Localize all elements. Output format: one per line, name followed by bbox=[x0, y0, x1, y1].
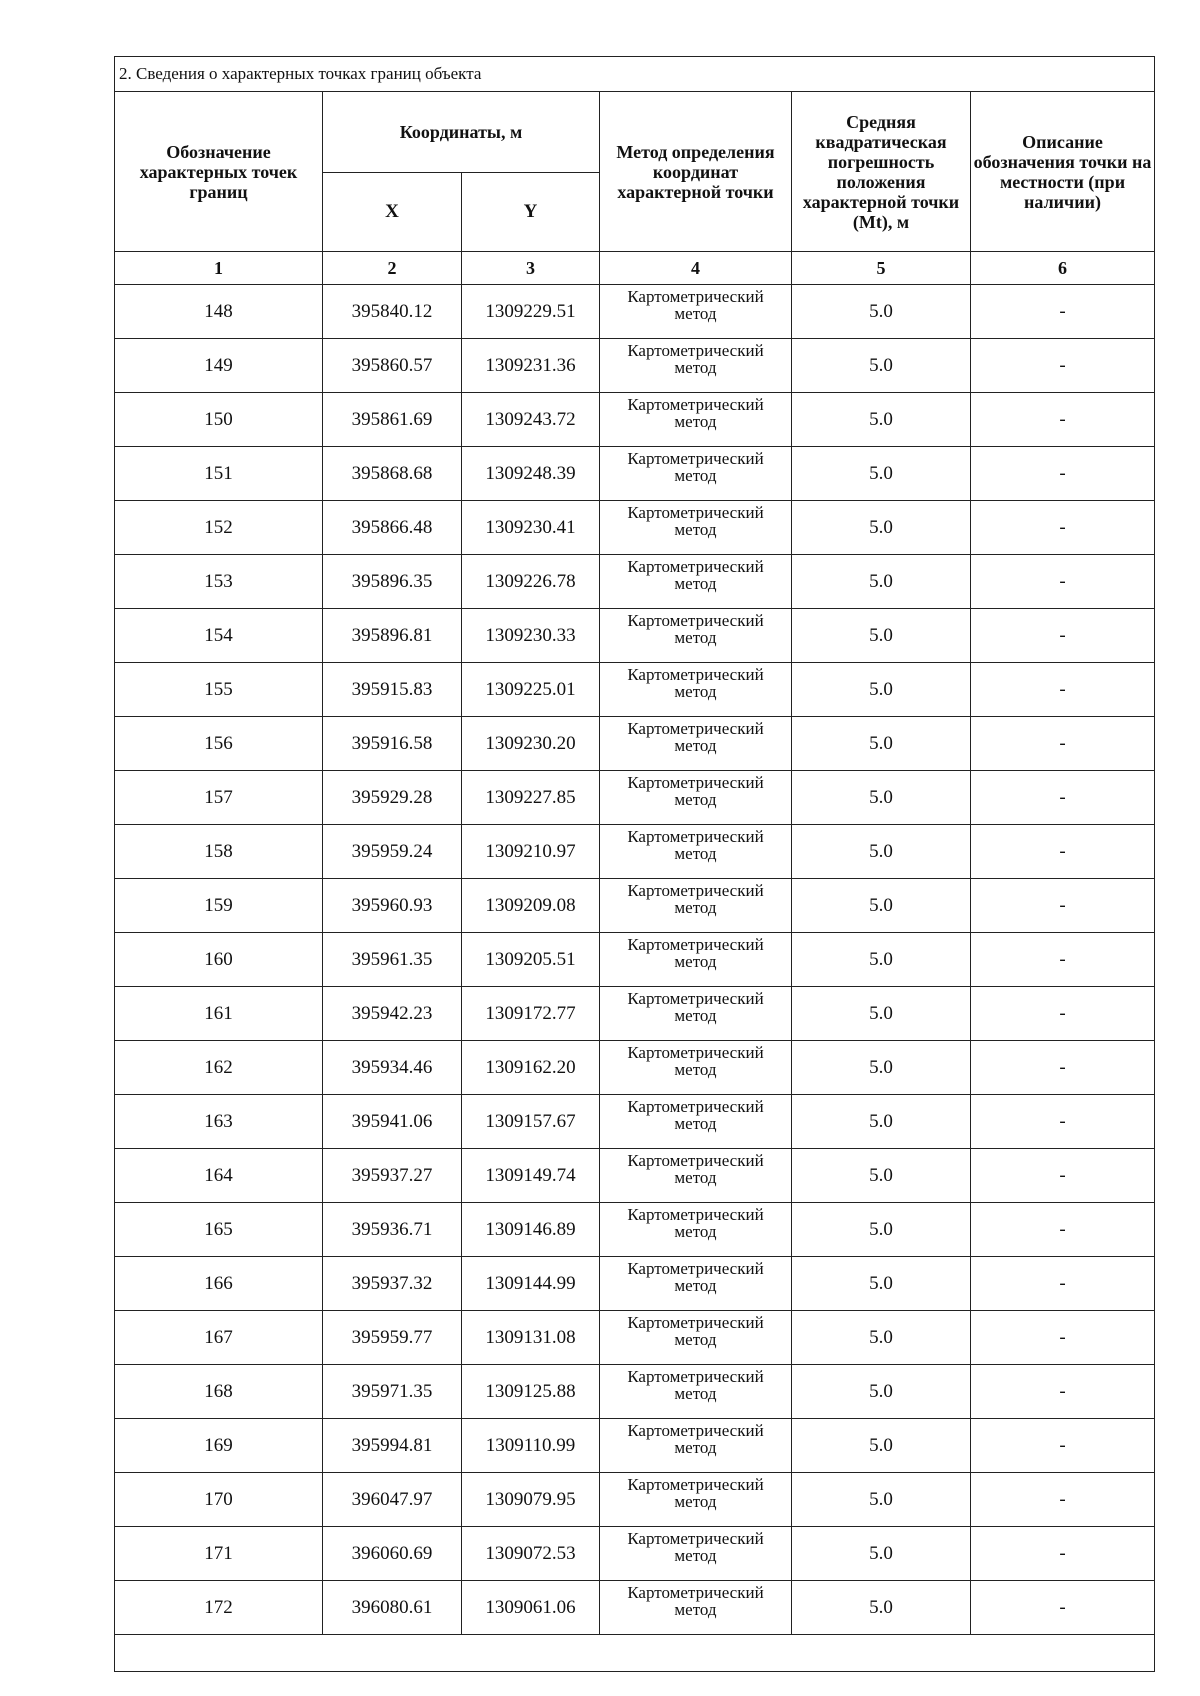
method-cell bbox=[600, 1311, 792, 1365]
method-line-1: Картометрический bbox=[627, 395, 764, 414]
mt-cell: 5.0 bbox=[792, 1473, 971, 1527]
point-id-cell: 148 bbox=[115, 285, 323, 339]
table-row bbox=[115, 1095, 1155, 1149]
column-numbers-row bbox=[115, 252, 1155, 285]
description-cell: - bbox=[971, 717, 1155, 771]
description-cell: - bbox=[971, 339, 1155, 393]
mt-cell: 5.0 bbox=[792, 609, 971, 663]
method-line-2: метод bbox=[674, 1438, 717, 1457]
y-coordinate-cell: 1309226.78 bbox=[462, 555, 600, 609]
y-coordinate-cell: 1309210.97 bbox=[462, 825, 600, 879]
method-cell bbox=[600, 717, 792, 771]
method-cell bbox=[600, 771, 792, 825]
method-cell bbox=[600, 987, 792, 1041]
method-line-1: Картометрический bbox=[627, 1475, 764, 1494]
mt-cell: 5.0 bbox=[792, 771, 971, 825]
mt-cell: 5.0 bbox=[792, 825, 971, 879]
method-line-2: метод bbox=[674, 466, 717, 485]
x-coordinate-cell: 395866.48 bbox=[323, 501, 462, 555]
point-id-cell: 165 bbox=[115, 1203, 323, 1257]
method-line-2: метод bbox=[674, 1060, 717, 1079]
description-cell: - bbox=[971, 1149, 1155, 1203]
description-cell: - bbox=[971, 1527, 1155, 1581]
method-line-1: Картометрический bbox=[627, 989, 764, 1008]
point-id-cell: 157 bbox=[115, 771, 323, 825]
y-coordinate-cell: 1309230.33 bbox=[462, 609, 600, 663]
point-id-cell: 149 bbox=[115, 339, 323, 393]
table-row bbox=[115, 717, 1155, 771]
description-cell: - bbox=[971, 1041, 1155, 1095]
method-line-1: Картометрический bbox=[627, 1529, 764, 1548]
x-coordinate-cell: 395868.68 bbox=[323, 447, 462, 501]
x-coordinate-cell: 396047.97 bbox=[323, 1473, 462, 1527]
table-row bbox=[115, 987, 1155, 1041]
description-cell: - bbox=[971, 393, 1155, 447]
description-cell: - bbox=[971, 285, 1155, 339]
x-coordinate-cell: 395937.32 bbox=[323, 1257, 462, 1311]
method-line-1: Картометрический bbox=[627, 1421, 764, 1440]
method-cell bbox=[600, 1419, 792, 1473]
boundary-points-document bbox=[114, 56, 1154, 1672]
point-id-cell: 150 bbox=[115, 393, 323, 447]
point-id-cell: 155 bbox=[115, 663, 323, 717]
table-footer-row bbox=[115, 1635, 1155, 1672]
method-line-2: метод bbox=[674, 1492, 717, 1511]
point-id-cell: 158 bbox=[115, 825, 323, 879]
table-row bbox=[115, 447, 1155, 501]
y-coordinate-cell: 1309157.67 bbox=[462, 1095, 600, 1149]
table-row bbox=[115, 825, 1155, 879]
description-cell: - bbox=[971, 1419, 1155, 1473]
table-row bbox=[115, 1203, 1155, 1257]
mt-cell: 5.0 bbox=[792, 285, 971, 339]
x-coordinate-cell: 396060.69 bbox=[323, 1527, 462, 1581]
table-row bbox=[115, 771, 1155, 825]
mt-cell: 5.0 bbox=[792, 933, 971, 987]
x-coordinate-cell: 395936.71 bbox=[323, 1203, 462, 1257]
method-line-1: Картометрический bbox=[627, 1151, 764, 1170]
y-coordinate-cell: 1309205.51 bbox=[462, 933, 600, 987]
table-row bbox=[115, 879, 1155, 933]
header-method: Метод определения координат характерной точки bbox=[600, 92, 792, 252]
x-coordinate-cell: 395929.28 bbox=[323, 771, 462, 825]
x-coordinate-cell: 395994.81 bbox=[323, 1419, 462, 1473]
table-body bbox=[115, 285, 1155, 1635]
method-line-2: метод bbox=[674, 952, 717, 971]
mt-cell: 5.0 bbox=[792, 1419, 971, 1473]
method-line-2: метод bbox=[674, 898, 717, 917]
table-row bbox=[115, 1419, 1155, 1473]
mt-cell: 5.0 bbox=[792, 1095, 971, 1149]
description-cell: - bbox=[971, 501, 1155, 555]
table-row bbox=[115, 933, 1155, 987]
mt-cell: 5.0 bbox=[792, 663, 971, 717]
method-line-2: метод bbox=[674, 790, 717, 809]
method-cell bbox=[600, 447, 792, 501]
method-line-2: метод bbox=[674, 1546, 717, 1565]
method-line-2: метод bbox=[674, 1384, 717, 1403]
y-coordinate-cell: 1309248.39 bbox=[462, 447, 600, 501]
y-coordinate-cell: 1309110.99 bbox=[462, 1419, 600, 1473]
mt-cell: 5.0 bbox=[792, 717, 971, 771]
y-coordinate-cell: 1309146.89 bbox=[462, 1203, 600, 1257]
method-line-1: Картометрический bbox=[627, 1205, 764, 1224]
method-cell bbox=[600, 1581, 792, 1635]
column-number: 4 bbox=[600, 252, 792, 285]
method-line-2: метод bbox=[674, 736, 717, 755]
description-cell: - bbox=[971, 825, 1155, 879]
method-cell bbox=[600, 1041, 792, 1095]
method-line-2: метод bbox=[674, 574, 717, 593]
method-line-2: метод bbox=[674, 1600, 717, 1619]
x-coordinate-cell: 395896.35 bbox=[323, 555, 462, 609]
y-coordinate-cell: 1309162.20 bbox=[462, 1041, 600, 1095]
empty-footer-cell bbox=[115, 1635, 1155, 1672]
y-coordinate-cell: 1309079.95 bbox=[462, 1473, 600, 1527]
method-line-2: метод bbox=[674, 1114, 717, 1133]
point-id-cell: 159 bbox=[115, 879, 323, 933]
table-row bbox=[115, 555, 1155, 609]
method-line-2: метод bbox=[674, 304, 717, 323]
y-coordinate-cell: 1309144.99 bbox=[462, 1257, 600, 1311]
method-cell bbox=[600, 1203, 792, 1257]
mt-cell: 5.0 bbox=[792, 447, 971, 501]
method-line-1: Картометрический bbox=[627, 503, 764, 522]
point-id-cell: 167 bbox=[115, 1311, 323, 1365]
point-id-cell: 154 bbox=[115, 609, 323, 663]
y-coordinate-cell: 1309209.08 bbox=[462, 879, 600, 933]
y-coordinate-cell: 1309131.08 bbox=[462, 1311, 600, 1365]
column-number: 1 bbox=[115, 252, 323, 285]
method-line-1: Картометрический bbox=[627, 881, 764, 900]
point-id-cell: 162 bbox=[115, 1041, 323, 1095]
description-cell: - bbox=[971, 1581, 1155, 1635]
method-cell bbox=[600, 1527, 792, 1581]
x-coordinate-cell: 395960.93 bbox=[323, 879, 462, 933]
point-id-cell: 169 bbox=[115, 1419, 323, 1473]
point-id-cell: 160 bbox=[115, 933, 323, 987]
mt-cell: 5.0 bbox=[792, 987, 971, 1041]
method-line-1: Картометрический bbox=[627, 557, 764, 576]
header-y: Y bbox=[462, 173, 600, 252]
method-cell bbox=[600, 339, 792, 393]
column-number: 2 bbox=[323, 252, 462, 285]
method-line-1: Картометрический bbox=[627, 773, 764, 792]
description-cell: - bbox=[971, 1257, 1155, 1311]
method-line-1: Картометрический bbox=[627, 665, 764, 684]
method-cell bbox=[600, 1473, 792, 1527]
table-row bbox=[115, 1527, 1155, 1581]
x-coordinate-cell: 395961.35 bbox=[323, 933, 462, 987]
y-coordinate-cell: 1309230.41 bbox=[462, 501, 600, 555]
method-line-1: Картометрический bbox=[627, 1043, 764, 1062]
method-line-2: метод bbox=[674, 1276, 717, 1295]
method-cell bbox=[600, 825, 792, 879]
x-coordinate-cell: 395840.12 bbox=[323, 285, 462, 339]
mt-cell: 5.0 bbox=[792, 1527, 971, 1581]
method-line-1: Картометрический bbox=[627, 1097, 764, 1116]
method-line-1: Картометрический bbox=[627, 287, 764, 306]
method-cell bbox=[600, 501, 792, 555]
x-coordinate-cell: 395941.06 bbox=[323, 1095, 462, 1149]
column-number: 5 bbox=[792, 252, 971, 285]
point-id-cell: 170 bbox=[115, 1473, 323, 1527]
mt-cell: 5.0 bbox=[792, 1311, 971, 1365]
y-coordinate-cell: 1309229.51 bbox=[462, 285, 600, 339]
description-cell: - bbox=[971, 987, 1155, 1041]
mt-cell: 5.0 bbox=[792, 1581, 971, 1635]
point-id-cell: 153 bbox=[115, 555, 323, 609]
description-cell: - bbox=[971, 1311, 1155, 1365]
mt-cell: 5.0 bbox=[792, 555, 971, 609]
x-coordinate-cell: 395860.57 bbox=[323, 339, 462, 393]
column-number: 6 bbox=[971, 252, 1155, 285]
method-line-1: Картометрический bbox=[627, 1583, 764, 1602]
boundary-points-table bbox=[114, 56, 1155, 1672]
header-x: X bbox=[323, 173, 462, 252]
method-cell bbox=[600, 609, 792, 663]
header-coordinates: Координаты, м bbox=[323, 92, 600, 173]
mt-cell: 5.0 bbox=[792, 1365, 971, 1419]
method-cell bbox=[600, 933, 792, 987]
y-coordinate-cell: 1309227.85 bbox=[462, 771, 600, 825]
mt-cell: 5.0 bbox=[792, 339, 971, 393]
x-coordinate-cell: 396080.61 bbox=[323, 1581, 462, 1635]
table-row bbox=[115, 1257, 1155, 1311]
point-id-cell: 156 bbox=[115, 717, 323, 771]
table-row bbox=[115, 1041, 1155, 1095]
mt-cell: 5.0 bbox=[792, 1149, 971, 1203]
y-coordinate-cell: 1309243.72 bbox=[462, 393, 600, 447]
description-cell: - bbox=[971, 555, 1155, 609]
method-line-2: метод bbox=[674, 1222, 717, 1241]
x-coordinate-cell: 395959.77 bbox=[323, 1311, 462, 1365]
point-id-cell: 172 bbox=[115, 1581, 323, 1635]
method-line-2: метод bbox=[674, 844, 717, 863]
mt-cell: 5.0 bbox=[792, 501, 971, 555]
table-row bbox=[115, 285, 1155, 339]
mt-cell: 5.0 bbox=[792, 1257, 971, 1311]
method-line-1: Картометрический bbox=[627, 1259, 764, 1278]
method-line-2: метод bbox=[674, 358, 717, 377]
mt-cell: 5.0 bbox=[792, 1203, 971, 1257]
method-line-2: метод bbox=[674, 1168, 717, 1187]
description-cell: - bbox=[971, 1473, 1155, 1527]
point-id-cell: 166 bbox=[115, 1257, 323, 1311]
method-cell bbox=[600, 555, 792, 609]
method-cell bbox=[600, 1149, 792, 1203]
method-line-1: Картометрический bbox=[627, 827, 764, 846]
description-cell: - bbox=[971, 879, 1155, 933]
section-title: 2. Сведения о характерных точках границ объекта bbox=[115, 57, 1155, 92]
table-row bbox=[115, 1473, 1155, 1527]
method-cell bbox=[600, 285, 792, 339]
table-row bbox=[115, 1149, 1155, 1203]
method-cell bbox=[600, 879, 792, 933]
description-cell: - bbox=[971, 1365, 1155, 1419]
method-line-1: Картометрический bbox=[627, 341, 764, 360]
description-cell: - bbox=[971, 447, 1155, 501]
x-coordinate-cell: 395861.69 bbox=[323, 393, 462, 447]
mt-cell: 5.0 bbox=[792, 879, 971, 933]
x-coordinate-cell: 395916.58 bbox=[323, 717, 462, 771]
table-row bbox=[115, 663, 1155, 717]
x-coordinate-cell: 395971.35 bbox=[323, 1365, 462, 1419]
method-cell bbox=[600, 1095, 792, 1149]
table-row bbox=[115, 1311, 1155, 1365]
table-row bbox=[115, 393, 1155, 447]
method-cell bbox=[600, 393, 792, 447]
description-cell: - bbox=[971, 609, 1155, 663]
y-coordinate-cell: 1309061.06 bbox=[462, 1581, 600, 1635]
y-coordinate-cell: 1309072.53 bbox=[462, 1527, 600, 1581]
y-coordinate-cell: 1309149.74 bbox=[462, 1149, 600, 1203]
point-id-cell: 168 bbox=[115, 1365, 323, 1419]
y-coordinate-cell: 1309125.88 bbox=[462, 1365, 600, 1419]
x-coordinate-cell: 395934.46 bbox=[323, 1041, 462, 1095]
x-coordinate-cell: 395959.24 bbox=[323, 825, 462, 879]
description-cell: - bbox=[971, 771, 1155, 825]
method-line-1: Картометрический bbox=[627, 449, 764, 468]
method-cell bbox=[600, 1257, 792, 1311]
x-coordinate-cell: 395937.27 bbox=[323, 1149, 462, 1203]
method-line-1: Картометрический bbox=[627, 611, 764, 630]
method-line-2: метод bbox=[674, 682, 717, 701]
method-line-2: метод bbox=[674, 1330, 717, 1349]
description-cell: - bbox=[971, 663, 1155, 717]
y-coordinate-cell: 1309172.77 bbox=[462, 987, 600, 1041]
table-row bbox=[115, 501, 1155, 555]
point-id-cell: 164 bbox=[115, 1149, 323, 1203]
point-id-cell: 151 bbox=[115, 447, 323, 501]
method-line-1: Картометрический bbox=[627, 719, 764, 738]
method-cell bbox=[600, 663, 792, 717]
header-point-description: Описание обозначения точки на местности (при наличии) bbox=[971, 92, 1155, 252]
point-id-cell: 171 bbox=[115, 1527, 323, 1581]
method-line-2: метод bbox=[674, 628, 717, 647]
y-coordinate-cell: 1309231.36 bbox=[462, 339, 600, 393]
method-line-2: метод bbox=[674, 1006, 717, 1025]
method-line-1: Картометрический bbox=[627, 935, 764, 954]
table-row bbox=[115, 609, 1155, 663]
point-id-cell: 163 bbox=[115, 1095, 323, 1149]
method-line-1: Картометрический bbox=[627, 1313, 764, 1332]
point-id-cell: 152 bbox=[115, 501, 323, 555]
table-row bbox=[115, 1365, 1155, 1419]
description-cell: - bbox=[971, 1095, 1155, 1149]
header-point-designation: Обозначение характерных точек границ bbox=[115, 92, 323, 252]
mt-cell: 5.0 bbox=[792, 1041, 971, 1095]
header-mean-square-error: Средняя квадратическая погрешность положения характерной точки (Mt), м bbox=[792, 92, 971, 252]
mt-cell: 5.0 bbox=[792, 393, 971, 447]
method-line-2: метод bbox=[674, 520, 717, 539]
x-coordinate-cell: 395896.81 bbox=[323, 609, 462, 663]
method-line-1: Картометрический bbox=[627, 1367, 764, 1386]
point-id-cell: 161 bbox=[115, 987, 323, 1041]
column-number: 3 bbox=[462, 252, 600, 285]
method-cell bbox=[600, 1365, 792, 1419]
description-cell: - bbox=[971, 933, 1155, 987]
table-row bbox=[115, 339, 1155, 393]
x-coordinate-cell: 395915.83 bbox=[323, 663, 462, 717]
table-row bbox=[115, 1581, 1155, 1635]
y-coordinate-cell: 1309230.20 bbox=[462, 717, 600, 771]
y-coordinate-cell: 1309225.01 bbox=[462, 663, 600, 717]
method-line-2: метод bbox=[674, 412, 717, 431]
description-cell: - bbox=[971, 1203, 1155, 1257]
x-coordinate-cell: 395942.23 bbox=[323, 987, 462, 1041]
